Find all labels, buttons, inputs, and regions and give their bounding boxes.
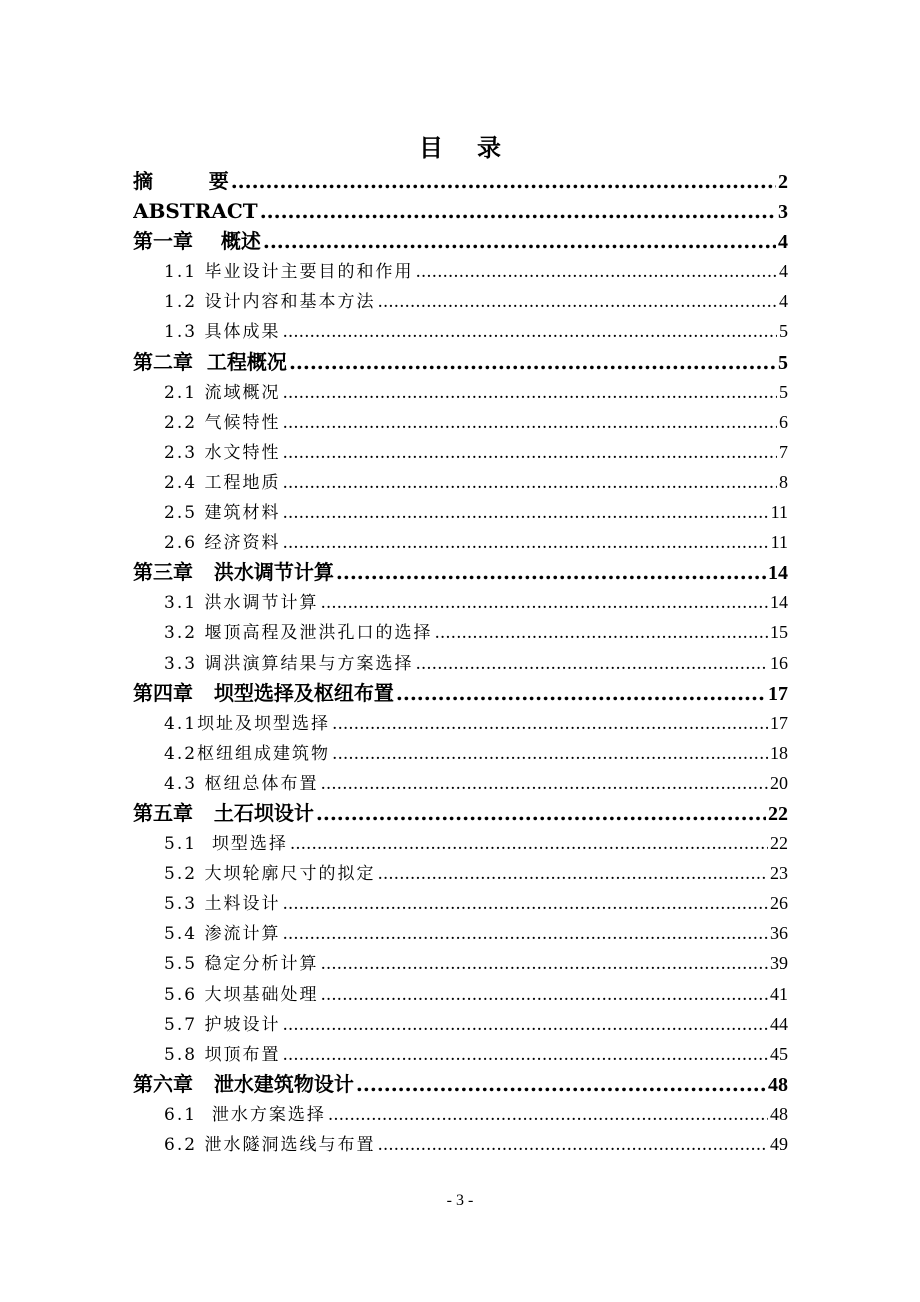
toc-chapter-entry[interactable] <box>133 196 788 226</box>
toc-chapter-entry[interactable] <box>133 1069 788 1099</box>
toc-entry-label: 3.1 洪水调节计算 <box>164 593 319 614</box>
toc-dot-leader <box>320 949 768 978</box>
toc-entry-page-number: 14 <box>768 562 788 585</box>
toc-dot-leader <box>320 980 768 1009</box>
toc-dot-leader <box>328 1100 768 1129</box>
toc-dot-leader <box>282 317 777 346</box>
toc-entry-label: 4.2枢纽组成建筑物 <box>164 743 331 764</box>
toc-dot-leader <box>282 1040 768 1069</box>
toc-dot-leader <box>282 1010 768 1039</box>
toc-entry-label: 第四章 坝型选择及枢纽布置 <box>133 680 394 705</box>
toc-chapter-entry[interactable] <box>133 226 788 256</box>
toc-entry-page-number: 6 <box>779 411 788 432</box>
toc-entry-page-number: 7 <box>779 441 788 462</box>
toc-entry-page-number: 5 <box>779 381 788 402</box>
toc-dot-leader <box>332 709 768 738</box>
toc-entry-label: 3.2 堰顶高程及泄洪孔口的选择 <box>164 623 433 644</box>
toc-dot-leader <box>260 196 776 226</box>
toc-section-entry[interactable] <box>133 708 788 738</box>
toc-section-entry[interactable] <box>133 377 788 407</box>
toc-entry-page-number: 15 <box>770 622 788 643</box>
toc-entry-page-number: 39 <box>770 953 788 974</box>
toc-dot-leader <box>434 618 768 647</box>
toc-section-entry[interactable] <box>133 1039 788 1069</box>
toc-entry-label: 5.1 坝型选择 <box>164 834 288 855</box>
toc-entry-label: 第六章 泄水建筑物设计 <box>133 1071 354 1096</box>
table-of-contents <box>133 166 788 1159</box>
toc-entry-page-number: 22 <box>768 802 788 825</box>
toc-section-entry[interactable] <box>133 316 788 346</box>
toc-entry-label: 第二章 工程概况 <box>133 349 287 374</box>
toc-entry-label: 2.3 水文特性 <box>164 442 281 463</box>
toc-entry-page-number: 11 <box>770 532 788 553</box>
toc-entry-label: 2.2 气候特性 <box>164 412 281 433</box>
toc-dot-leader <box>263 226 776 256</box>
toc-entry-label: 4.3 枢纽总体布置 <box>164 773 319 794</box>
toc-entry-page-number: 5 <box>779 321 788 342</box>
toc-entry-label: 2.1 流域概况 <box>164 382 281 403</box>
toc-entry-label: 第一章 概述 <box>133 229 261 254</box>
toc-entry-page-number: 11 <box>770 502 788 523</box>
toc-dot-leader <box>320 588 768 617</box>
toc-entry-label: 1.3 具体成果 <box>164 322 281 343</box>
toc-entry-label: 第五章 土石坝设计 <box>133 800 314 825</box>
toc-section-entry[interactable] <box>133 858 788 888</box>
toc-chapter-entry[interactable] <box>133 678 788 708</box>
toc-entry-label: 摘 要 <box>133 169 229 193</box>
toc-dot-leader <box>290 829 768 858</box>
toc-chapter-entry[interactable] <box>133 798 788 828</box>
toc-entry-page-number: 45 <box>770 1043 788 1064</box>
toc-chapter-entry[interactable] <box>133 347 788 377</box>
toc-dot-leader <box>282 919 768 948</box>
toc-entry-label: 1.2 设计内容和基本方法 <box>164 292 376 313</box>
toc-entry-label: 6.1 泄水方案选择 <box>164 1104 326 1125</box>
toc-section-entry[interactable] <box>133 1129 788 1159</box>
toc-section-entry[interactable] <box>133 467 788 497</box>
toc-entry-page-number: 3 <box>778 201 788 224</box>
toc-section-entry[interactable] <box>133 648 788 678</box>
toc-section-entry[interactable] <box>133 256 788 286</box>
toc-entry-page-number: 20 <box>770 772 788 793</box>
toc-section-entry[interactable] <box>133 587 788 617</box>
toc-section-entry[interactable] <box>133 738 788 768</box>
toc-entry-page-number: 4 <box>779 261 788 282</box>
toc-dot-leader <box>282 528 768 557</box>
toc-section-entry[interactable] <box>133 888 788 918</box>
toc-entry-page-number: 17 <box>768 682 788 705</box>
toc-dot-leader <box>231 166 776 196</box>
toc-entry-label: 5.6 大坝基础处理 <box>164 984 319 1005</box>
toc-entry-page-number: 2 <box>778 171 788 193</box>
toc-section-entry[interactable] <box>133 768 788 798</box>
toc-chapter-entry[interactable] <box>133 166 788 196</box>
toc-entry-page-number: 36 <box>770 923 788 944</box>
toc-dot-leader <box>282 889 768 918</box>
toc-entry-page-number: 4 <box>779 291 788 312</box>
toc-section-entry[interactable] <box>133 527 788 557</box>
toc-entry-page-number: 48 <box>770 1103 788 1124</box>
toc-entry-page-number: 26 <box>770 893 788 914</box>
toc-entry-label: 3.3 调洪演算结果与方案选择 <box>164 653 414 674</box>
toc-entry-page-number: 8 <box>779 471 788 492</box>
toc-dot-leader <box>282 378 777 407</box>
toc-section-entry[interactable] <box>133 948 788 978</box>
toc-dot-leader <box>415 649 768 678</box>
page-number-footer: - 3 - <box>446 1192 474 1209</box>
toc-section-entry[interactable] <box>133 286 788 316</box>
toc-entry-page-number: 41 <box>770 983 788 1004</box>
toc-dot-leader <box>396 678 766 708</box>
toc-chapter-entry[interactable] <box>133 557 788 587</box>
toc-section-entry[interactable] <box>133 497 788 527</box>
toc-entry-page-number: 23 <box>770 863 788 884</box>
toc-dot-leader <box>282 438 777 467</box>
toc-title-part1: 目 <box>419 133 443 162</box>
toc-entry-label: 2.6 经济资料 <box>164 533 281 554</box>
toc-title-part2: 录 <box>477 133 501 162</box>
toc-section-entry[interactable] <box>133 1099 788 1129</box>
toc-section-entry[interactable] <box>133 407 788 437</box>
toc-dot-leader <box>289 347 776 377</box>
toc-entry-label: 5.8 坝顶布置 <box>164 1044 281 1065</box>
toc-section-entry[interactable] <box>133 437 788 467</box>
toc-dot-leader <box>316 798 766 828</box>
toc-entry-label: 2.5 建筑材料 <box>164 503 281 524</box>
toc-entry-label: 5.7 护坡设计 <box>164 1014 281 1035</box>
toc-entry-page-number: 5 <box>778 351 788 374</box>
toc-entry-label: 1.1 毕业设计主要目的和作用 <box>164 262 414 283</box>
toc-entry-page-number: 44 <box>770 1013 788 1034</box>
toc-entry-page-number: 48 <box>768 1073 788 1096</box>
toc-entry-label: 6.2 泄水隧洞选线与布置 <box>164 1135 376 1155</box>
toc-dot-leader <box>282 498 768 527</box>
toc-entry-page-number: 22 <box>770 833 788 854</box>
toc-entry-label: 2.4 工程地质 <box>164 472 281 493</box>
toc-dot-leader <box>320 769 768 798</box>
toc-entry-label: 5.2 大坝轮廓尺寸的拟定 <box>164 864 376 885</box>
toc-entry-page-number: 4 <box>778 231 788 254</box>
toc-entry-label: 5.3 土料设计 <box>164 894 281 915</box>
toc-dot-leader <box>377 287 777 316</box>
toc-dot-leader <box>415 257 777 286</box>
toc-section-entry[interactable] <box>133 979 788 1009</box>
toc-entry-label: 5.4 渗流计算 <box>164 924 281 945</box>
toc-title <box>0 130 920 166</box>
toc-entry-page-number: 17 <box>770 712 788 733</box>
toc-entry-label: 第三章 洪水调节计算 <box>133 560 334 585</box>
toc-section-entry[interactable] <box>133 617 788 647</box>
toc-entry-page-number: 18 <box>770 742 788 763</box>
toc-section-entry[interactable] <box>133 1009 788 1039</box>
toc-dot-leader <box>377 1130 768 1159</box>
toc-entry-page-number: 14 <box>770 592 788 613</box>
toc-entry-label: ABSTRACT <box>133 199 258 224</box>
toc-dot-leader <box>282 468 777 497</box>
toc-section-entry[interactable] <box>133 918 788 948</box>
toc-entry-label: 5.5 稳定分析计算 <box>164 954 319 975</box>
toc-section-entry[interactable] <box>133 828 788 858</box>
toc-dot-leader <box>356 1069 766 1099</box>
toc-dot-leader <box>332 739 768 768</box>
toc-entry-label: 4.1坝址及坝型选择 <box>164 713 331 734</box>
toc-entry-page-number: 16 <box>770 652 788 673</box>
toc-dot-leader <box>377 859 768 888</box>
toc-dot-leader <box>282 408 777 437</box>
toc-entry-page-number: 49 <box>770 1134 788 1154</box>
toc-dot-leader <box>336 557 766 587</box>
